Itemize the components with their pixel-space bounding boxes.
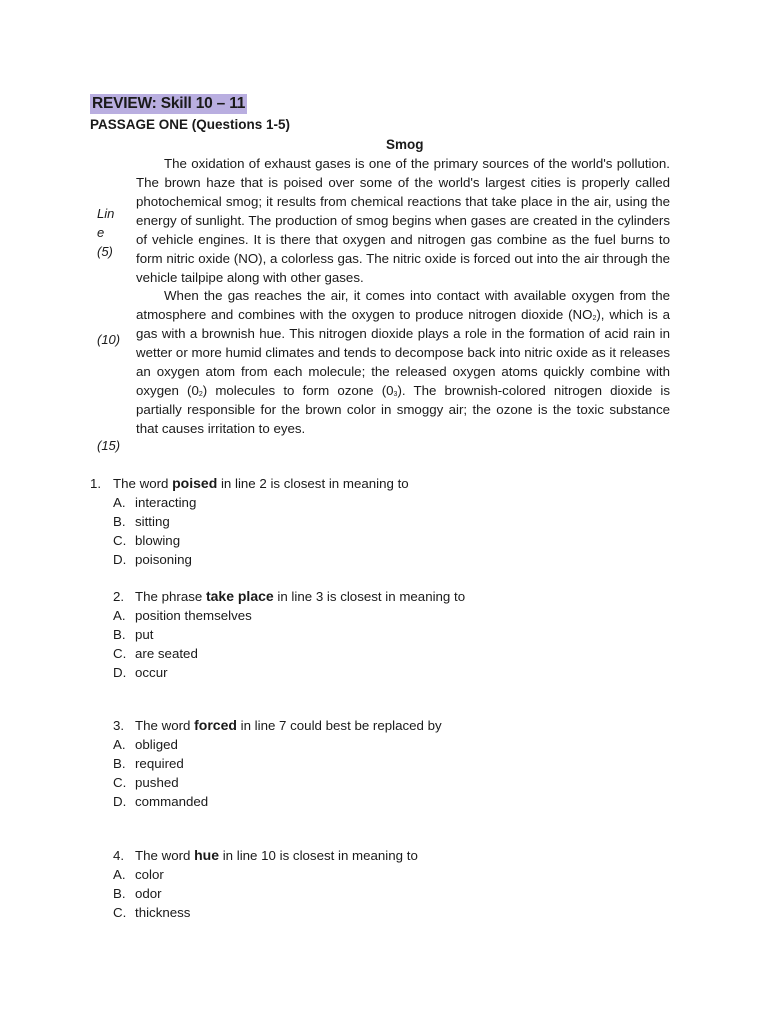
question-text-post: in line 3 is closest in meaning to	[273, 589, 466, 604]
question-text	[135, 716, 442, 735]
paragraph-1-text: The oxidation of exhaust gases is one of the primary sources of the world's pollution. The brown haze that is poised over some of the world's largest cities is properly called photochemical smog; it results from chemical reactions that take place in the air, using the energy of sunlight. The production of smog begins when gases are created in the cylinders of vehicle engines. It is there that oxygen and nitrogen gas combine as the fuel burns to form nitric oxide (NO), a colorless gas. The nitric oxide is forced out into the air through the vehicle tailpipe along with other gases.	[136, 156, 670, 285]
question-text-pre: The word	[135, 848, 195, 863]
paragraph-2-text-b: ), which is a gas with a brownish hue. This nitrogen dioxide plays a role in the formation of acid rain in wetter or more humid climates and tends to decompose back into nitric oxide as it releases an oxygen atom from each molecule; the released oxygen atoms quickly combine with oxygen (0	[136, 307, 671, 398]
answer-option[interactable]	[90, 625, 690, 644]
option-text: blowing	[135, 533, 181, 548]
option-letter: B.	[113, 627, 126, 642]
option-letter: C.	[113, 905, 127, 920]
subscript: 2	[198, 391, 203, 398]
question-1	[90, 474, 690, 569]
option-text: put	[135, 627, 154, 642]
paragraph-1	[136, 154, 670, 287]
option-letter: D.	[113, 665, 127, 680]
option-letter: D.	[113, 794, 127, 809]
option-letter: D.	[113, 552, 127, 567]
subscript: 2	[592, 315, 597, 322]
question-number: 3.	[113, 718, 125, 733]
option-text: are seated	[135, 646, 198, 661]
option-letter: B.	[113, 756, 126, 771]
question-3	[90, 716, 690, 811]
question-number: 4.	[113, 848, 125, 863]
question-text-post: in line 2 is closest in meaning to	[217, 476, 409, 491]
option-text: pushed	[135, 775, 179, 790]
line-number-label: Line	[97, 206, 115, 240]
passage-heading: PASSAGE ONE (Questions 1-5)	[90, 117, 291, 132]
question-keyword: take place	[205, 588, 274, 604]
option-text: poisoning	[135, 552, 192, 567]
subscript: 3	[393, 391, 398, 398]
option-text: thickness	[135, 905, 191, 920]
question-text	[135, 846, 418, 865]
option-letter: A.	[113, 608, 126, 623]
option-letter: A.	[113, 495, 126, 510]
answer-option[interactable]	[90, 531, 690, 550]
answer-option[interactable]	[90, 754, 690, 773]
option-text: required	[135, 756, 184, 771]
question-keyword: poised	[172, 475, 218, 491]
answer-option[interactable]	[90, 884, 690, 903]
question-text-pre: The word	[135, 718, 195, 733]
answer-option[interactable]	[90, 493, 690, 512]
answer-option[interactable]	[90, 865, 690, 884]
option-letter: C.	[113, 533, 127, 548]
question-number: 2.	[113, 589, 125, 604]
option-text: occur	[135, 665, 168, 680]
paragraph-2	[136, 286, 670, 438]
answer-option[interactable]	[90, 606, 690, 625]
question-text	[135, 587, 465, 606]
question-text-pre: The word	[113, 476, 173, 491]
answer-option[interactable]	[90, 792, 690, 811]
answer-option[interactable]	[90, 735, 690, 754]
option-text: obliged	[135, 737, 178, 752]
option-letter: C.	[113, 775, 127, 790]
paragraph-2-text-c: ) molecules to form ozone (0	[202, 383, 394, 398]
question-text-post: in line 7 could best be replaced by	[236, 718, 442, 733]
line-number-5: (5)	[97, 244, 113, 259]
line-number-10: (10)	[97, 332, 121, 347]
passage-title: Smog	[386, 137, 424, 152]
line-number-15: (15)	[97, 438, 121, 453]
option-text: commanded	[135, 794, 209, 809]
question-text-pre: The phrase	[135, 589, 206, 604]
answer-option[interactable]	[90, 550, 690, 569]
answer-option[interactable]	[90, 773, 690, 792]
option-text: odor	[135, 886, 162, 901]
answer-option[interactable]	[90, 512, 690, 531]
question-2	[90, 587, 690, 682]
paragraph-2-text-a: When the gas reaches the air, it comes into contact with available oxygen from the atmosphere and combines with the oxygen to produce nitrogen dioxide (NO	[136, 288, 670, 322]
option-letter: A.	[113, 737, 126, 752]
option-letter: A.	[113, 867, 126, 882]
option-text: interacting	[135, 495, 197, 510]
question-keyword: forced	[194, 717, 237, 733]
paragraph-2-text-d: ). The brownish-colored nitrogen dioxide is partially responsible for the brown color in smoggy air; the ozone is the toxic substance that causes irritation to eyes.	[136, 383, 671, 436]
option-text: position themselves	[135, 608, 252, 623]
option-letter: C.	[113, 646, 127, 661]
answer-option[interactable]	[90, 663, 690, 682]
question-keyword: hue	[194, 847, 220, 863]
question-text	[113, 474, 409, 493]
option-text: sitting	[135, 514, 170, 529]
question-4	[90, 846, 690, 922]
answer-option[interactable]	[90, 903, 690, 922]
review-heading: REVIEW: Skill 10 – 11	[92, 95, 246, 112]
answer-option[interactable]	[90, 644, 690, 663]
question-text-post: in line 10 is closest in meaning to	[219, 848, 418, 863]
question-number: 1.	[90, 476, 102, 491]
option-letter: B.	[113, 886, 126, 901]
option-text: color	[135, 867, 164, 882]
option-letter: B.	[113, 514, 126, 529]
